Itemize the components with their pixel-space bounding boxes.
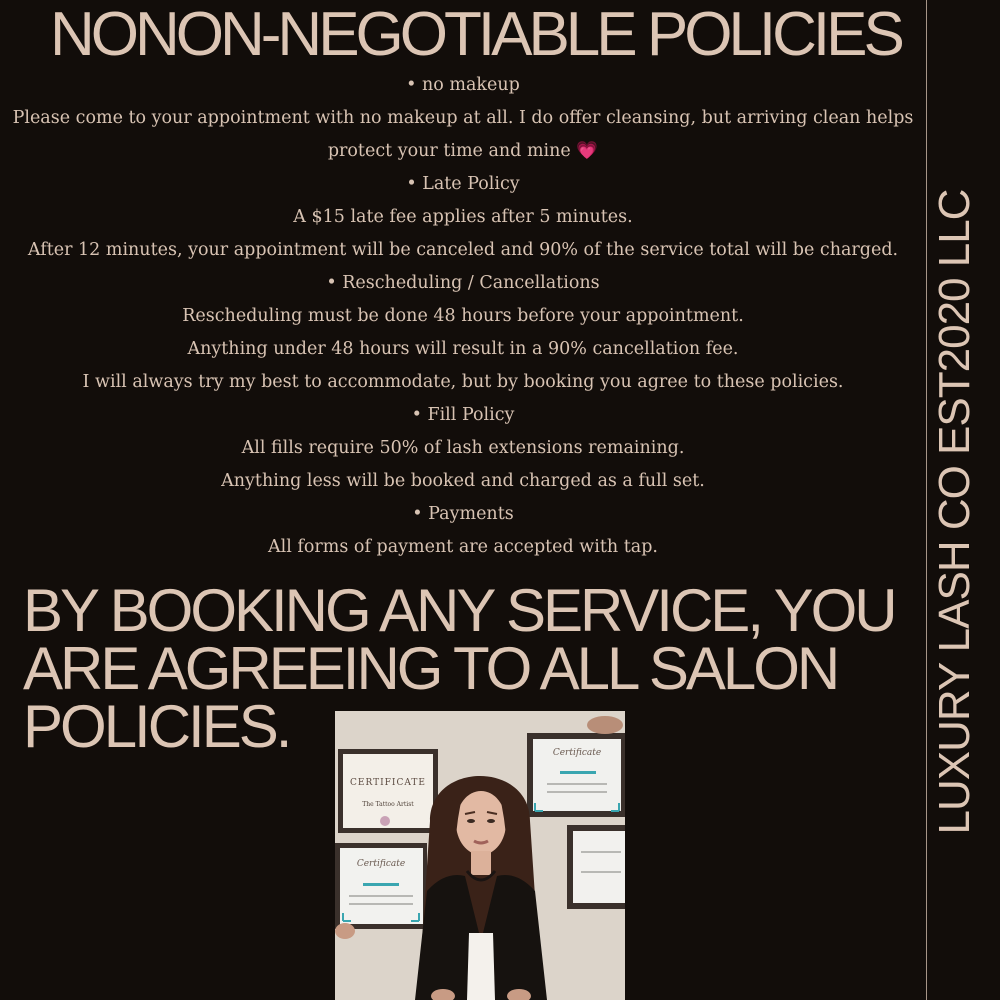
- policy-text: After 12 minutes, your appointment will be canceled and 90% of the service total will be charged.: [27, 240, 899, 260]
- policy-text: Anything under 48 hours will result in a 90% cancellation fee.: [187, 339, 739, 359]
- artist-photo: [335, 711, 625, 1000]
- certificate-frame: [527, 733, 625, 817]
- policy-list: [0, 69, 926, 564]
- certificate-frame: [338, 749, 438, 833]
- policy-heading-makeup: • no makeup: [406, 75, 520, 95]
- policy-heading-payments: • Payments: [412, 504, 514, 524]
- face: [456, 791, 506, 855]
- certificate-name: The Tattoo Artist: [362, 801, 414, 808]
- booking-agreement-notice: BY BOOKING ANY SERVICE, YOU ARE AGREEING TO ALL SALON POLICIES.: [23, 577, 895, 760]
- certificate-script: Certificate: [552, 748, 602, 758]
- heart-icon: 💗: [576, 141, 599, 161]
- vertical-brand-text: LUXURY LASH CO EST2020 LLC: [930, 189, 979, 835]
- policy-heading-late: • Late Policy: [406, 174, 520, 194]
- policy-heading-rescheduling: • Rescheduling / Cancellations: [326, 273, 600, 293]
- certificate-script: Certificate: [356, 859, 406, 869]
- policy-text-line: [0, 135, 926, 168]
- policy-text: All forms of payment are accepted with tap.: [268, 537, 658, 557]
- policy-text: A $15 late fee applies after 5 minutes.: [293, 207, 633, 227]
- artist-photo-illustration: [335, 711, 625, 1000]
- vertical-divider: [926, 0, 927, 1000]
- policy-text: Anything less will be booked and charged as a full set.: [221, 471, 705, 491]
- policy-text: I will always try my best to accommodate, but by booking you agree to these policies.: [82, 372, 844, 392]
- policy-text: protect your time and mine: [327, 141, 571, 161]
- certificate-frame: [335, 843, 427, 929]
- policy-text: Please come to your appointment with no makeup at all. I do offer cleansing, but arriving clean helps: [12, 108, 914, 128]
- policy-heading-fill: • Fill Policy: [411, 405, 515, 425]
- policy-text: Rescheduling must be done 48 hours before your appointment.: [182, 306, 744, 326]
- page-title: NONON-NEGOTIABLE POLICIES: [50, 0, 901, 69]
- certificate-heading: CERTIFICATE: [350, 778, 426, 788]
- certificate-frame: [567, 825, 625, 909]
- policy-text: All fills require 50% of lash extensions remaining.: [241, 438, 685, 458]
